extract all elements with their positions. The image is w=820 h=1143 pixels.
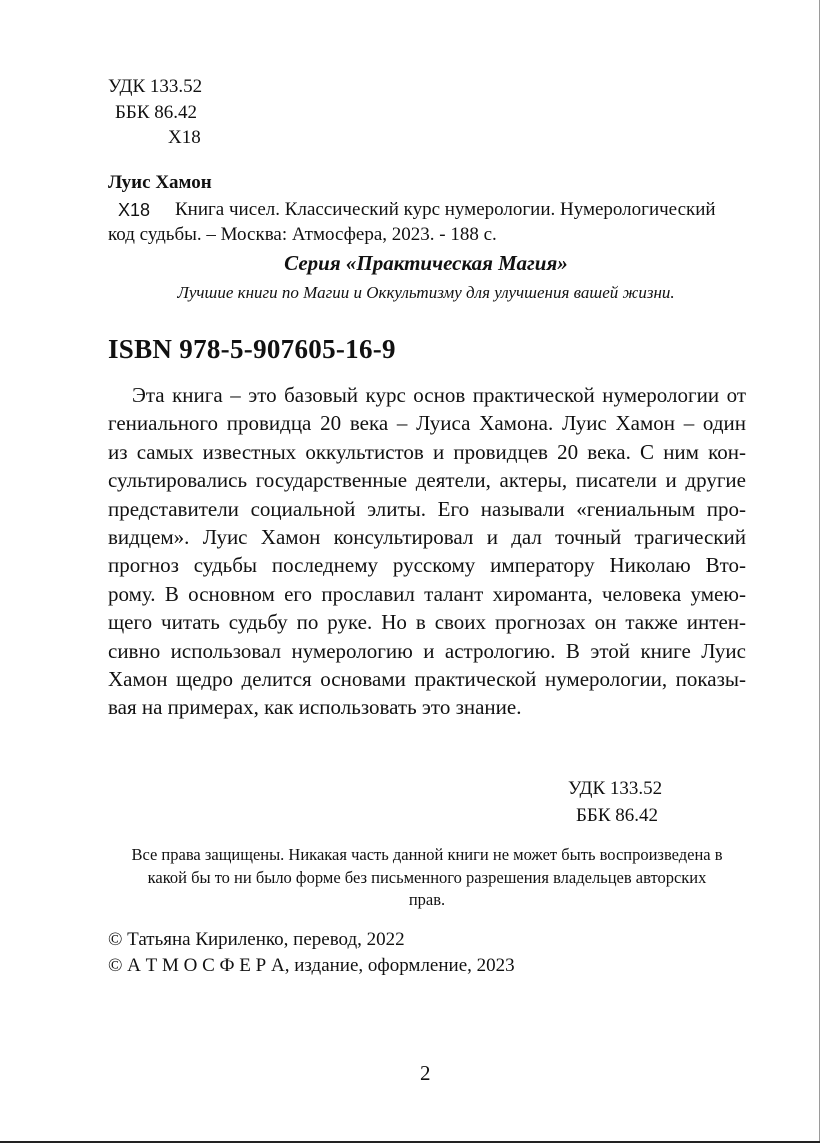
author-code-top: Х18 [168, 127, 201, 148]
abstract-line: щего читать судьбу по руке. Но в своих прогнозах он также интен- [108, 610, 746, 635]
author-code: Х18 [118, 200, 151, 220]
udk-code-top: УДК 133.52 [108, 76, 203, 97]
abstract-line: Хамон щедро делится основами практической нумерологии, показы- [108, 667, 746, 692]
rights-line: Все права защищены. Никакая часть данной книги не может быть воспроизведена в [131, 845, 723, 864]
rights-line: какой бы то ни было форме без письменного разрешения владельцев авторских [147, 867, 707, 887]
abstract-line: видцем». Луис Хамон консультировал и дал точный трагический [108, 525, 746, 550]
bibliographic-description-line-1: Книга чисел. Классический курс нумерологии. Нумерологический [175, 199, 716, 220]
abstract [108, 381, 746, 722]
abstract-line: сивно использовал нумерологию и астрологию. В этой книге Луис [108, 638, 746, 663]
series-title: Серия «Практическая Магия» [284, 251, 568, 275]
bibliographic-description-line-2: код судьбы. – Москва: Атмосфера, 2023. - 188 с. [108, 224, 497, 245]
abstract-line: гениального провидца 20 века – Луиса Хамона. Луис Хамон – один [108, 411, 746, 436]
copyright-translation: © Татьяна Кириленко, перевод, 2022 [108, 929, 405, 950]
page-number: 2 [420, 1061, 431, 1085]
abstract-line: представители социальной элиты. Его называли «гениальным про- [108, 496, 746, 521]
author-name: Луис Хамон [108, 172, 212, 193]
rights-line: прав. [408, 890, 446, 909]
bbk-code-bottom: ББК 86.42 [576, 805, 658, 826]
abstract-line: прогноз судьбы последнему русскому императору Николаю Вто- [108, 553, 746, 578]
copyright-publisher: © А Т М О С Ф Е Р А, издание, оформление, 2023 [108, 955, 515, 976]
isbn: ISBN 978-5-907605-16-9 [108, 334, 396, 364]
abstract-line: сультировались государственные деятели, актеры, писатели и другие [108, 468, 746, 493]
abstract-line: Эта книга – это базовый курс основ практической нумерологии от [132, 383, 746, 407]
series-tagline: Лучшие книги по Магии и Оккультизму для улучшения вашей жизни. [177, 283, 675, 302]
abstract-line: вая на примерах, как использовать это знание. [108, 695, 522, 720]
abstract-line: из самых известных оккультистов и провидцев 20 века. С ним кон- [108, 439, 746, 464]
udk-code-bottom: УДК 133.52 [568, 778, 663, 799]
rights-notice [108, 844, 746, 912]
abstract-line: рому. В основном его прославил талант хироманта, человека умею- [108, 581, 746, 606]
bbk-code-top: ББК 86.42 [115, 102, 197, 123]
